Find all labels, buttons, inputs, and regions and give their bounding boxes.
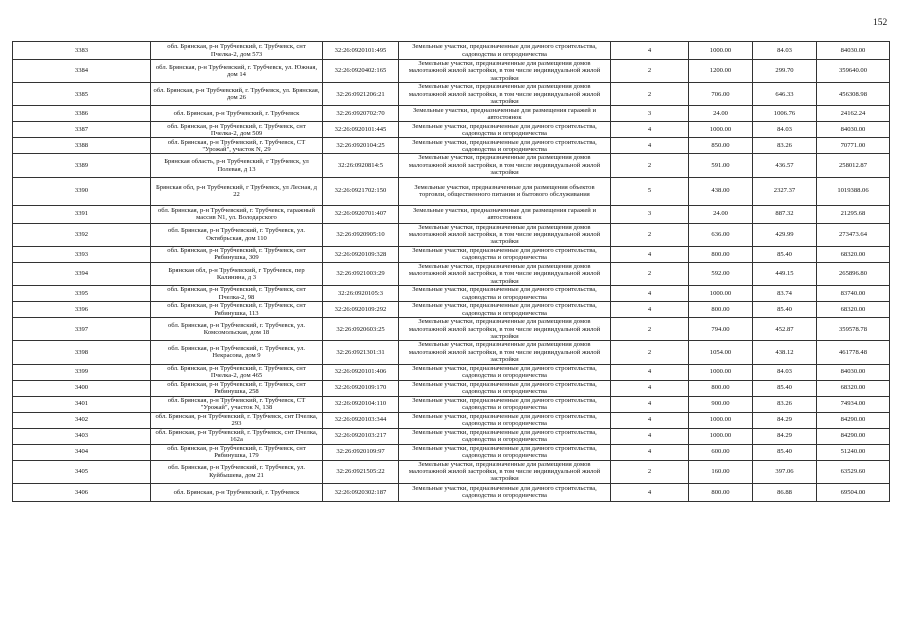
address-cell: обл. Брянская, р-н Трубчевский, г. Трубчевск, снт Рябинушка, 309 <box>151 246 323 262</box>
group-number-cell: 2 <box>611 60 689 83</box>
address-cell: Брянская обл, р-н Трубчевский, г Трубчевск, ул Лесная, д 22 <box>151 177 323 205</box>
group-number-cell: 4 <box>611 483 689 501</box>
land-purpose-cell: Земельные участки, предназначенные для размещения гаражей и автостоянок <box>399 106 611 122</box>
specific-value-cell: 299.70 <box>753 60 817 83</box>
address-cell: обл. Брянская, р-н Трубчевский, г. Трубчевск, СТ "Урожай", участок N, 138 <box>151 396 323 412</box>
cadastral-number-cell: 32:26:0920905:10 <box>323 223 399 246</box>
row-number: 3391 <box>13 205 151 223</box>
cadastral-value-cell: 273473.64 <box>817 223 890 246</box>
cadastral-value-cell: 21295.68 <box>817 205 890 223</box>
address-cell: обл. Брянская, р-н Трубчевский, г. Трубчевск <box>151 483 323 501</box>
cadastral-value-cell: 68320.00 <box>817 380 890 396</box>
address-cell: обл. Брянская, р-н Трубчевский, г. Трубчевск <box>151 106 323 122</box>
row-number: 3396 <box>13 302 151 318</box>
cadastral-number-cell: 32:26:0921702:150 <box>323 177 399 205</box>
group-number-cell: 4 <box>611 444 689 460</box>
address-cell: обл. Брянская, р-н Трубчевский, г. Трубчевск, снт Пчелка-2, дом 573 <box>151 42 323 60</box>
land-purpose-cell: Земельные участки, предназначенные для дачного строительства, садоводства и огородничества <box>399 483 611 501</box>
land-purpose-cell: Земельные участки, предназначенные для размещения домов малоэтажной жилой застройки, в том числе индивидуальной жилой застройки <box>399 83 611 106</box>
land-purpose-cell: Земельные участки, предназначенные для дачного строительства, садоводства и огородничества <box>399 380 611 396</box>
area-cell: 600.00 <box>689 444 753 460</box>
address-cell: обл. Брянская, р-н Трубчевский, г. Трубчевск, гаражный массив N1, ул. Володарского <box>151 205 323 223</box>
specific-value-cell: 85.40 <box>753 444 817 460</box>
area-cell: 592.00 <box>689 262 753 285</box>
cadastral-value-cell: 68320.00 <box>817 246 890 262</box>
cadastral-number-cell: 32:26:0920104:25 <box>323 138 399 154</box>
table-row <box>13 364 890 380</box>
group-number-cell: 4 <box>611 42 689 60</box>
group-number-cell: 2 <box>611 318 689 341</box>
specific-value-cell: 2327.37 <box>753 177 817 205</box>
address-cell: обл. Брянская, р-н Трубчевский, г. Трубчевск, ул. Южная, дом 14 <box>151 60 323 83</box>
specific-value-cell: 646.33 <box>753 83 817 106</box>
area-cell: 850.00 <box>689 138 753 154</box>
table-row <box>13 122 890 138</box>
cadastral-value-cell: 84030.00 <box>817 42 890 60</box>
table-row <box>13 83 890 106</box>
cadastral-value-cell: 51240.00 <box>817 444 890 460</box>
cadastral-number-cell: 32:26:0920103:217 <box>323 428 399 444</box>
area-cell: 1000.00 <box>689 42 753 60</box>
cadastral-value-cell: 83740.00 <box>817 286 890 302</box>
cadastral-number-cell: 32:26:0920101:495 <box>323 42 399 60</box>
specific-value-cell: 83.74 <box>753 286 817 302</box>
cadastral-number-cell: 32:26:0920814:5 <box>323 154 399 177</box>
address-cell: обл. Брянская, р-н Трубчевский, г. Трубчевск, снт Рябинушка, 113 <box>151 302 323 318</box>
specific-value-cell: 452.87 <box>753 318 817 341</box>
cadastral-number-cell: 32:26:0920402:165 <box>323 60 399 83</box>
land-purpose-cell: Земельные участки, предназначенные для дачного строительства, садоводства и огородничества <box>399 42 611 60</box>
specific-value-cell: 449.15 <box>753 262 817 285</box>
area-cell: 800.00 <box>689 302 753 318</box>
group-number-cell: 3 <box>611 106 689 122</box>
land-purpose-cell: Земельные участки, предназначенные для дачного строительства, садоводства и огородничества <box>399 364 611 380</box>
specific-value-cell: 438.12 <box>753 341 817 364</box>
cadastral-number-cell: 32:26:0920109:170 <box>323 380 399 396</box>
row-number: 3398 <box>13 341 151 364</box>
address-cell: обл. Брянская, р-н Трубчевский, г. Трубчевск, снт Пчелка-2, 98 <box>151 286 323 302</box>
address-cell: обл. Брянская, р-н Трубчевский, г. Трубчевск, снт Пчелка-2, дом 465 <box>151 364 323 380</box>
row-number: 3386 <box>13 106 151 122</box>
row-number: 3397 <box>13 318 151 341</box>
land-purpose-cell: Земельные участки, предназначенные для размещения домов малоэтажной жилой застройки, в том числе индивидуальной жилой застройки <box>399 341 611 364</box>
area-cell: 1000.00 <box>689 122 753 138</box>
cadastral-value-cell: 70771.00 <box>817 138 890 154</box>
table-row <box>13 412 890 428</box>
cadastral-number-cell: 32:26:0921301:31 <box>323 341 399 364</box>
table-row <box>13 154 890 177</box>
group-number-cell: 2 <box>611 83 689 106</box>
row-number: 3402 <box>13 412 151 428</box>
area-cell: 1000.00 <box>689 428 753 444</box>
area-cell: 438.00 <box>689 177 753 205</box>
land-purpose-cell: Земельные участки, предназначенные для дачного строительства, садоводства и огородничества <box>399 444 611 460</box>
specific-value-cell: 86.88 <box>753 483 817 501</box>
row-number: 3392 <box>13 223 151 246</box>
group-number-cell: 3 <box>611 205 689 223</box>
table-row <box>13 246 890 262</box>
table-row <box>13 428 890 444</box>
cadastral-number-cell: 32:26:0921003:29 <box>323 262 399 285</box>
cadastral-number-cell: 32:26:0920603:25 <box>323 318 399 341</box>
row-number: 3399 <box>13 364 151 380</box>
area-cell: 1200.00 <box>689 60 753 83</box>
land-purpose-cell: Земельные участки, предназначенные для размещения домов малоэтажной жилой застройки, в том числе индивидуальной жилой застройки <box>399 60 611 83</box>
table-row <box>13 42 890 60</box>
specific-value-cell: 85.40 <box>753 302 817 318</box>
group-number-cell: 2 <box>611 154 689 177</box>
area-cell: 800.00 <box>689 380 753 396</box>
address-cell: обл. Брянская, р-н Трубчевский, г. Трубчевск, ул. Брянская, дом 26 <box>151 83 323 106</box>
cadastral-value-cell: 84030.00 <box>817 122 890 138</box>
land-purpose-cell: Земельные участки, предназначенные для размещения домов малоэтажной жилой застройки, в том числе индивидуальной жилой застройки <box>399 318 611 341</box>
row-number: 3387 <box>13 122 151 138</box>
cadastral-number-cell: 32:26:0920104:110 <box>323 396 399 412</box>
table-row <box>13 483 890 501</box>
cadastral-value-cell: 24162.24 <box>817 106 890 122</box>
specific-value-cell: 84.03 <box>753 42 817 60</box>
cadastral-value-cell: 74934.00 <box>817 396 890 412</box>
cadastral-value-cell: 461778.48 <box>817 341 890 364</box>
address-cell: обл. Брянская, р-н Трубчевский, г. Трубчевск, СТ "Урожай", участок N, 29 <box>151 138 323 154</box>
group-number-cell: 4 <box>611 380 689 396</box>
area-cell: 24.00 <box>689 205 753 223</box>
land-purpose-cell: Земельные участки, предназначенные для дачного строительства, садоводства и огородничества <box>399 428 611 444</box>
area-cell: 1054.00 <box>689 341 753 364</box>
specific-value-cell: 84.29 <box>753 428 817 444</box>
cadastral-value-cell: 359578.78 <box>817 318 890 341</box>
cadastral-value-cell: 84030.00 <box>817 364 890 380</box>
group-number-cell: 2 <box>611 341 689 364</box>
specific-value-cell: 429.99 <box>753 223 817 246</box>
specific-value-cell: 85.40 <box>753 380 817 396</box>
address-cell: обл. Брянская, р-н Трубчевский, г. Трубчевск, ул. Октябрьская, дом 110 <box>151 223 323 246</box>
area-cell: 1000.00 <box>689 286 753 302</box>
cadastral-number-cell: 32:26:0920101:406 <box>323 364 399 380</box>
cadastral-number-cell: 32:26:0920105:3 <box>323 286 399 302</box>
row-number: 3400 <box>13 380 151 396</box>
row-number: 3406 <box>13 483 151 501</box>
land-purpose-cell: Земельные участки, предназначенные для дачного строительства, садоводства и огородничества <box>399 122 611 138</box>
cadastral-value-cell: 258012.87 <box>817 154 890 177</box>
group-number-cell: 2 <box>611 460 689 483</box>
cadastral-value-cell: 359640.00 <box>817 60 890 83</box>
land-purpose-cell: Земельные участки, предназначенные для дачного строительства, садоводства и огородничества <box>399 286 611 302</box>
table-row <box>13 262 890 285</box>
area-cell: 706.00 <box>689 83 753 106</box>
group-number-cell: 4 <box>611 428 689 444</box>
specific-value-cell: 84.03 <box>753 122 817 138</box>
cadastral-value-cell: 68320.00 <box>817 302 890 318</box>
area-cell: 636.00 <box>689 223 753 246</box>
row-number: 3383 <box>13 42 151 60</box>
address-cell: Брянская обл, р-н Трубчевский, г Трубчевск, пер Калинина, д 3 <box>151 262 323 285</box>
table-row <box>13 205 890 223</box>
row-number: 3393 <box>13 246 151 262</box>
address-cell: обл. Брянская, р-н Трубчевский, г. Трубчевск, ул. Куйбышева, дом 21 <box>151 460 323 483</box>
row-number: 3395 <box>13 286 151 302</box>
land-purpose-cell: Земельные участки, предназначенные для дачного строительства, садоводства и огородничества <box>399 246 611 262</box>
table-body <box>13 42 890 502</box>
land-purpose-cell: Земельные участки, предназначенные для размещения гаражей и автостоянок <box>399 205 611 223</box>
table-row <box>13 396 890 412</box>
cadastral-value-cell: 69504.00 <box>817 483 890 501</box>
specific-value-cell: 887.32 <box>753 205 817 223</box>
area-cell: 160.00 <box>689 460 753 483</box>
specific-value-cell: 436.57 <box>753 154 817 177</box>
land-purpose-cell: Земельные участки, предназначенные для дачного строительства, садоводства и огородничества <box>399 138 611 154</box>
group-number-cell: 4 <box>611 302 689 318</box>
specific-value-cell: 83.26 <box>753 396 817 412</box>
row-number: 3394 <box>13 262 151 285</box>
row-number: 3385 <box>13 83 151 106</box>
specific-value-cell: 85.40 <box>753 246 817 262</box>
address-cell: обл. Брянская, р-н Трубчевский, г. Трубчевск, ул. Некрасова, дом 9 <box>151 341 323 364</box>
cadastral-number-cell: 32:26:0921206:21 <box>323 83 399 106</box>
address-cell: обл. Брянская, р-н Трубчевский, г. Трубчевск, снт Пчелка-2, дом 509 <box>151 122 323 138</box>
row-number: 3388 <box>13 138 151 154</box>
specific-value-cell: 83.26 <box>753 138 817 154</box>
land-purpose-cell: Земельные участки, предназначенные для дачного строительства, садоводства и огородничества <box>399 396 611 412</box>
address-cell: обл. Брянская, р-н Трубчевский, г. Трубчевск, снт Рябинушка, 258 <box>151 380 323 396</box>
cadastral-value-cell: 63529.60 <box>817 460 890 483</box>
table-row <box>13 286 890 302</box>
group-number-cell: 2 <box>611 262 689 285</box>
area-cell: 800.00 <box>689 246 753 262</box>
page-number: 152 <box>873 18 888 28</box>
group-number-cell: 5 <box>611 177 689 205</box>
specific-value-cell: 397.06 <box>753 460 817 483</box>
table-row <box>13 302 890 318</box>
row-number: 3384 <box>13 60 151 83</box>
cadastral-number-cell: 32:26:0920109:328 <box>323 246 399 262</box>
land-purpose-cell: Земельные участки, предназначенные для размещения домов малоэтажной жилой застройки, в том числе индивидуальной жилой застройки <box>399 154 611 177</box>
cadastral-value-cell: 84290.00 <box>817 412 890 428</box>
address-cell: обл. Брянская, р-н Трубчевский, г. Трубчевск, ул. Комсомольская, дом 18 <box>151 318 323 341</box>
table-row <box>13 60 890 83</box>
cadastral-number-cell: 32:26:0920701:407 <box>323 205 399 223</box>
group-number-cell: 4 <box>611 412 689 428</box>
cadastral-number-cell: 32:26:0920109:97 <box>323 444 399 460</box>
cadastral-number-cell: 32:26:0920302:187 <box>323 483 399 501</box>
land-purpose-cell: Земельные участки, предназначенные для дачного строительства, садоводства и огородничества <box>399 302 611 318</box>
table-row <box>13 223 890 246</box>
cadastral-value-table <box>12 41 890 502</box>
address-cell: обл. Брянская, р-н Трубчевский, г. Трубчевск, снт Рябинушка, 179 <box>151 444 323 460</box>
land-purpose-cell: Земельные участки, предназначенные для размещения домов малоэтажной жилой застройки, в том числе индивидуальной жилой застройки <box>399 262 611 285</box>
group-number-cell: 4 <box>611 396 689 412</box>
table-row <box>13 318 890 341</box>
group-number-cell: 4 <box>611 246 689 262</box>
area-cell: 1000.00 <box>689 412 753 428</box>
table-row <box>13 460 890 483</box>
cadastral-number-cell: 32:26:0920702:70 <box>323 106 399 122</box>
cadastral-number-cell: 32:26:0920103:344 <box>323 412 399 428</box>
cadastral-value-cell: 1019388.06 <box>817 177 890 205</box>
group-number-cell: 4 <box>611 286 689 302</box>
cadastral-number-cell: 32:26:0920101:445 <box>323 122 399 138</box>
area-cell: 24.00 <box>689 106 753 122</box>
address-cell: Брянская область, р-н Трубчевский, г Трубчевск, ул Полевая, д 13 <box>151 154 323 177</box>
group-number-cell: 4 <box>611 138 689 154</box>
row-number: 3401 <box>13 396 151 412</box>
table-row <box>13 444 890 460</box>
area-cell: 800.00 <box>689 483 753 501</box>
group-number-cell: 4 <box>611 364 689 380</box>
cadastral-number-cell: 32:26:0920109:292 <box>323 302 399 318</box>
area-cell: 1000.00 <box>689 364 753 380</box>
cadastral-number-cell: 32:26:0921505:22 <box>323 460 399 483</box>
cadastral-value-cell: 456308.98 <box>817 83 890 106</box>
address-cell: обл. Брянская, р-н Трубчевский, г. Трубчевск, снт Пчелка, 293 <box>151 412 323 428</box>
row-number: 3389 <box>13 154 151 177</box>
cadastral-value-cell: 84290.00 <box>817 428 890 444</box>
cadastral-value-cell: 265896.80 <box>817 262 890 285</box>
row-number: 3405 <box>13 460 151 483</box>
area-cell: 900.00 <box>689 396 753 412</box>
specific-value-cell: 1006.76 <box>753 106 817 122</box>
land-purpose-cell: Земельные участки, предназначенные для размещения объектов торговли, общественного питания и бытового обслуживания <box>399 177 611 205</box>
table-row <box>13 106 890 122</box>
table-row <box>13 138 890 154</box>
land-purpose-cell: Земельные участки, предназначенные для дачного строительства, садоводства и огородничества <box>399 412 611 428</box>
table-row <box>13 177 890 205</box>
group-number-cell: 2 <box>611 223 689 246</box>
land-purpose-cell: Земельные участки, предназначенные для размещения домов малоэтажной жилой застройки, в том числе индивидуальной жилой застройки <box>399 460 611 483</box>
row-number: 3404 <box>13 444 151 460</box>
area-cell: 794.00 <box>689 318 753 341</box>
area-cell: 591.00 <box>689 154 753 177</box>
address-cell: обл. Брянская, р-н Трубчевский, г. Трубчевск, снт Пчелка, 162а <box>151 428 323 444</box>
specific-value-cell: 84.29 <box>753 412 817 428</box>
group-number-cell: 4 <box>611 122 689 138</box>
row-number: 3403 <box>13 428 151 444</box>
row-number: 3390 <box>13 177 151 205</box>
land-purpose-cell: Земельные участки, предназначенные для размещения домов малоэтажной жилой застройки, в том числе индивидуальной жилой застройки <box>399 223 611 246</box>
specific-value-cell: 84.03 <box>753 364 817 380</box>
table-row <box>13 341 890 364</box>
table-row <box>13 380 890 396</box>
